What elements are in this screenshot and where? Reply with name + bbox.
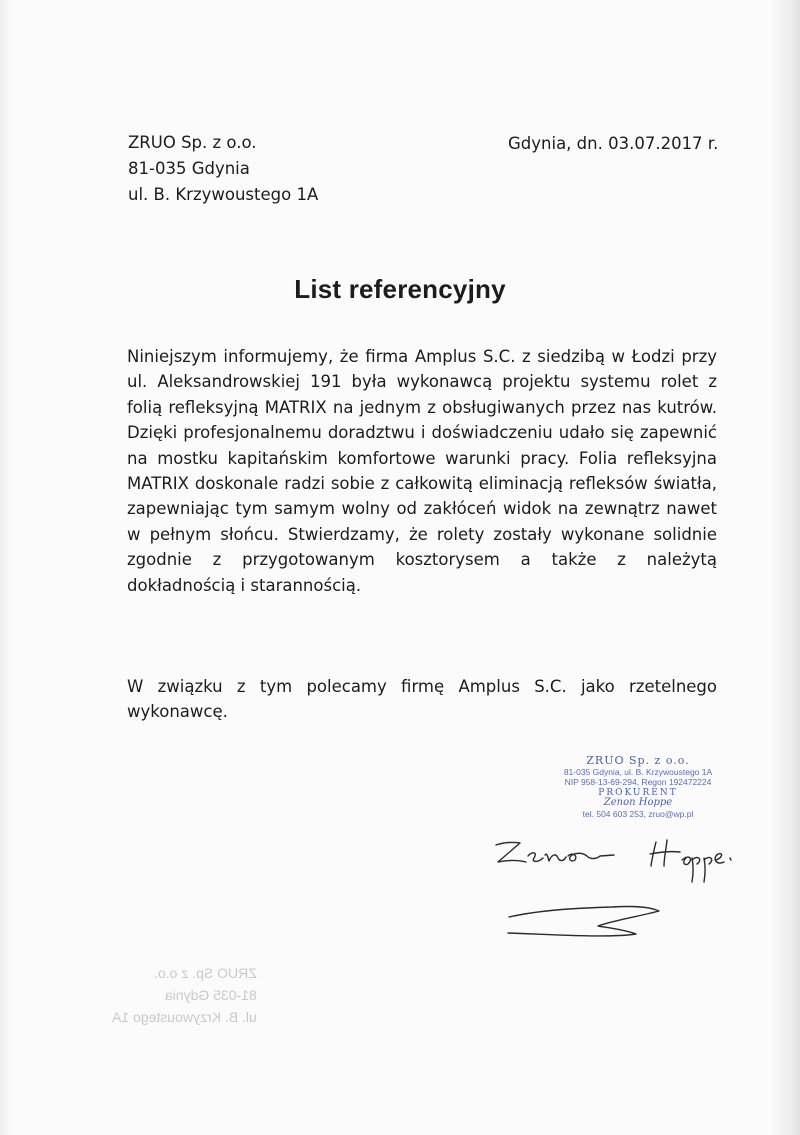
letter-title: List referencyjny [294, 274, 506, 304]
signature-hoppe [650, 840, 731, 882]
signature-scrawl [508, 906, 659, 935]
stamp-contact: tel. 504 603 253, zruo@wp.pl [582, 808, 694, 819]
sender-street: ul. B. Krzywoustego 1A [128, 185, 319, 204]
stamp-ids: NIP 958-13-69-294, Regon 192472224 [564, 777, 712, 787]
stamp-address: 81-035 Gdynia, ul. B. Krzywoustego 1A [563, 766, 713, 777]
stamp-role: PROKURENT [598, 787, 678, 798]
signature-zenon [496, 842, 614, 862]
letter-date: Gdynia, dn. 03.07.2017 r. [508, 134, 719, 153]
letter-body: Niniejszym informujemy, że firma Amplus S.C. z siedzibą w Łodzi przy ul. Aleksandrowskiej 191 była wykonawcą projektu systemu rolet z folią refleksyjną MATRIX na jednym z obsługiwanych przez nas kutrów. Dzięki profesjonalnemu doradztwu i doświadczeniu udało się zapewnić na mostku kapitańskim komfortowe warunki pracy. Folia refleksyjna MATRIX doskonale radzi sobie z całkowitą eliminacją refleksów światła, zapewniając tym samym wolny od zakłóceń widok na zewnątrz nawet w pełnym słońcu. Stwierdzamy, że rolety zostały wykonane solidnie zgodnie z przygotowanym kosztorysem a także z należytą dokładnością i starannością. [127, 347, 717, 595]
stamp-name: Zenon Hoppe [603, 797, 673, 808]
sender-postal: 81-035 Gdynia [128, 159, 250, 178]
stamp-company: ZRUO Sp. z o.o. [586, 754, 690, 767]
sender-company: ZRUO Sp. z o.o. [128, 133, 257, 152]
bleed-through-ghost-text: ZRUO Sp. z o.o. 81-035 Gdynia ul. B. Krzywoustego 1A [112, 965, 257, 1025]
letter-closing: W związku z tym polecamy firmę Amplus S.C. jako rzetelnego wykonawcę. [127, 677, 717, 722]
